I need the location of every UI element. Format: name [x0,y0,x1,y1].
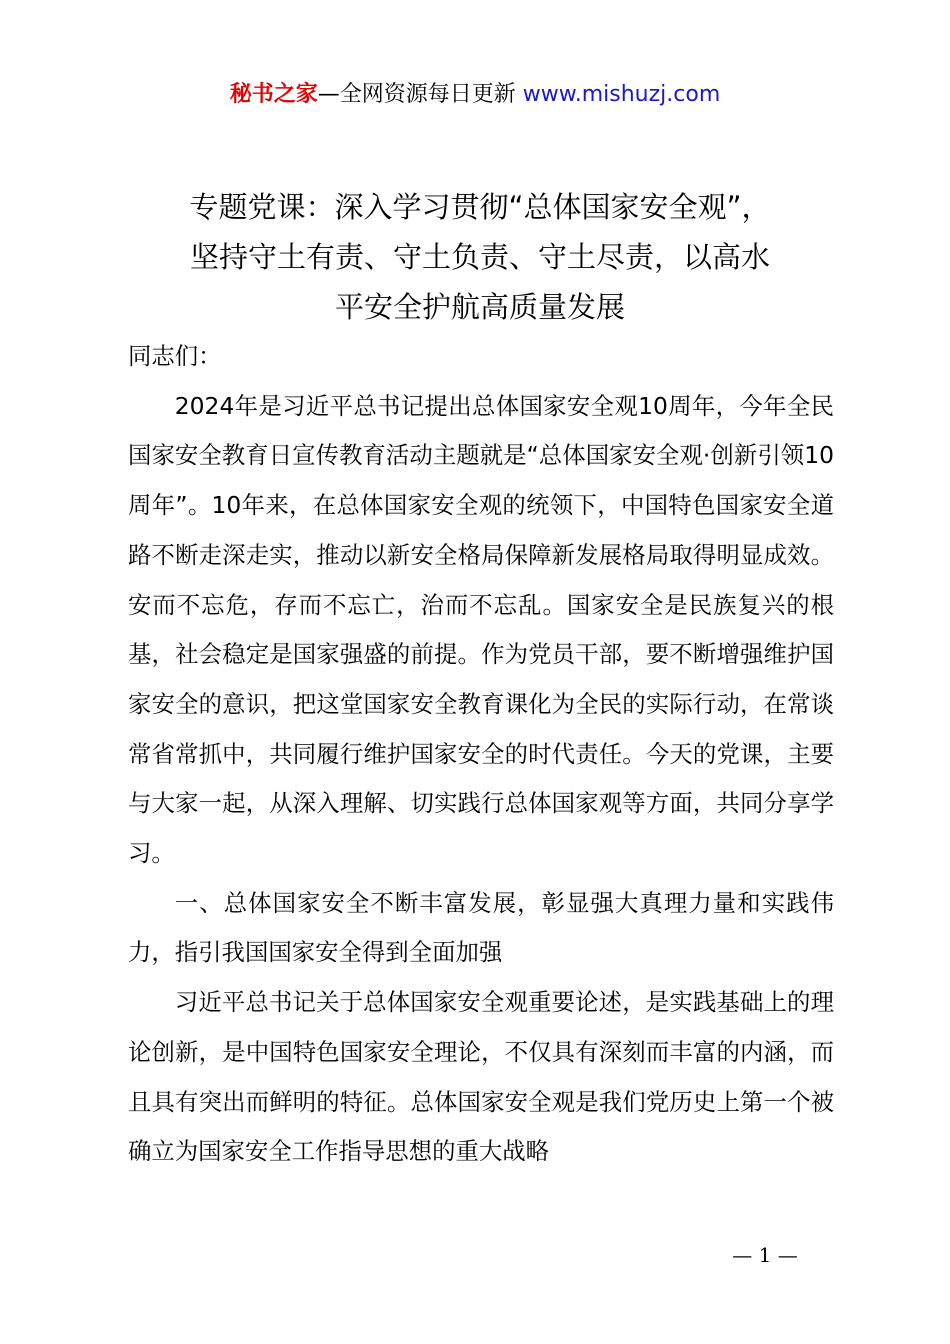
header-separator: — [317,82,340,107]
document-title [120,182,840,332]
section-heading: 一、总体国家安全不断丰富发展，彰显强大真理力量和实践伟力，指引我国国家安全得到全面加强 [128,888,834,967]
page-number: — 1 — [732,1243,798,1267]
title-line: 平安全护航高质量发展 [334,290,625,324]
title-line: 坚持守土有责、守土负责、守土尽责，以高水 [189,240,770,274]
greeting: 同志们： [128,342,222,370]
body-paragraph: 2024年是习近平总书记提出总体国家安全观10周年，今年全民国家安全教育日宣传教育活动主题就是“总体国家安全观·创新引领10周年”。10年来，在总体国家安全观的统领下，中国特色国家安全道路不断走深走实，推动以新安全格局保障新发展格局取得明显成效。安而不忘危，存而不忘亡，治而不忘乱。国家安全是民族复兴的根基，社会稳定是国家强盛的前提。作为党员干部，要不断增强维护国家安全的意识，把这堂国家安全教育课化为全民的实际行动，在常谈常省常抓中，共同履行维护国家安全的时代责任。今天的党课，主要与大家一起，从深入理解、切实践行总体国家观等方面，共同分享学习。 [128,391,834,868]
site-brand: 秘书之家 [229,82,318,107]
site-url-link[interactable]: www.mishuzj.com [522,82,721,107]
body-paragraph: 习近平总书记关于总体国家安全观重要论述，是实践基础上的理论创新，是中国特色国家安全理论，不仅具有深刻而丰富的内涵，而且具有突出而鲜明的特征。总体国家安全观是我们党历史上第一个被确立为国家安全工作指导思想的重大战略 [128,988,834,1166]
title-line: 专题党课：深入学习贯彻“总体国家安全观”， [189,190,771,224]
site-header [0,80,950,110]
document-body [128,332,834,1177]
header-tagline: 全网资源每日更新 [339,82,516,107]
